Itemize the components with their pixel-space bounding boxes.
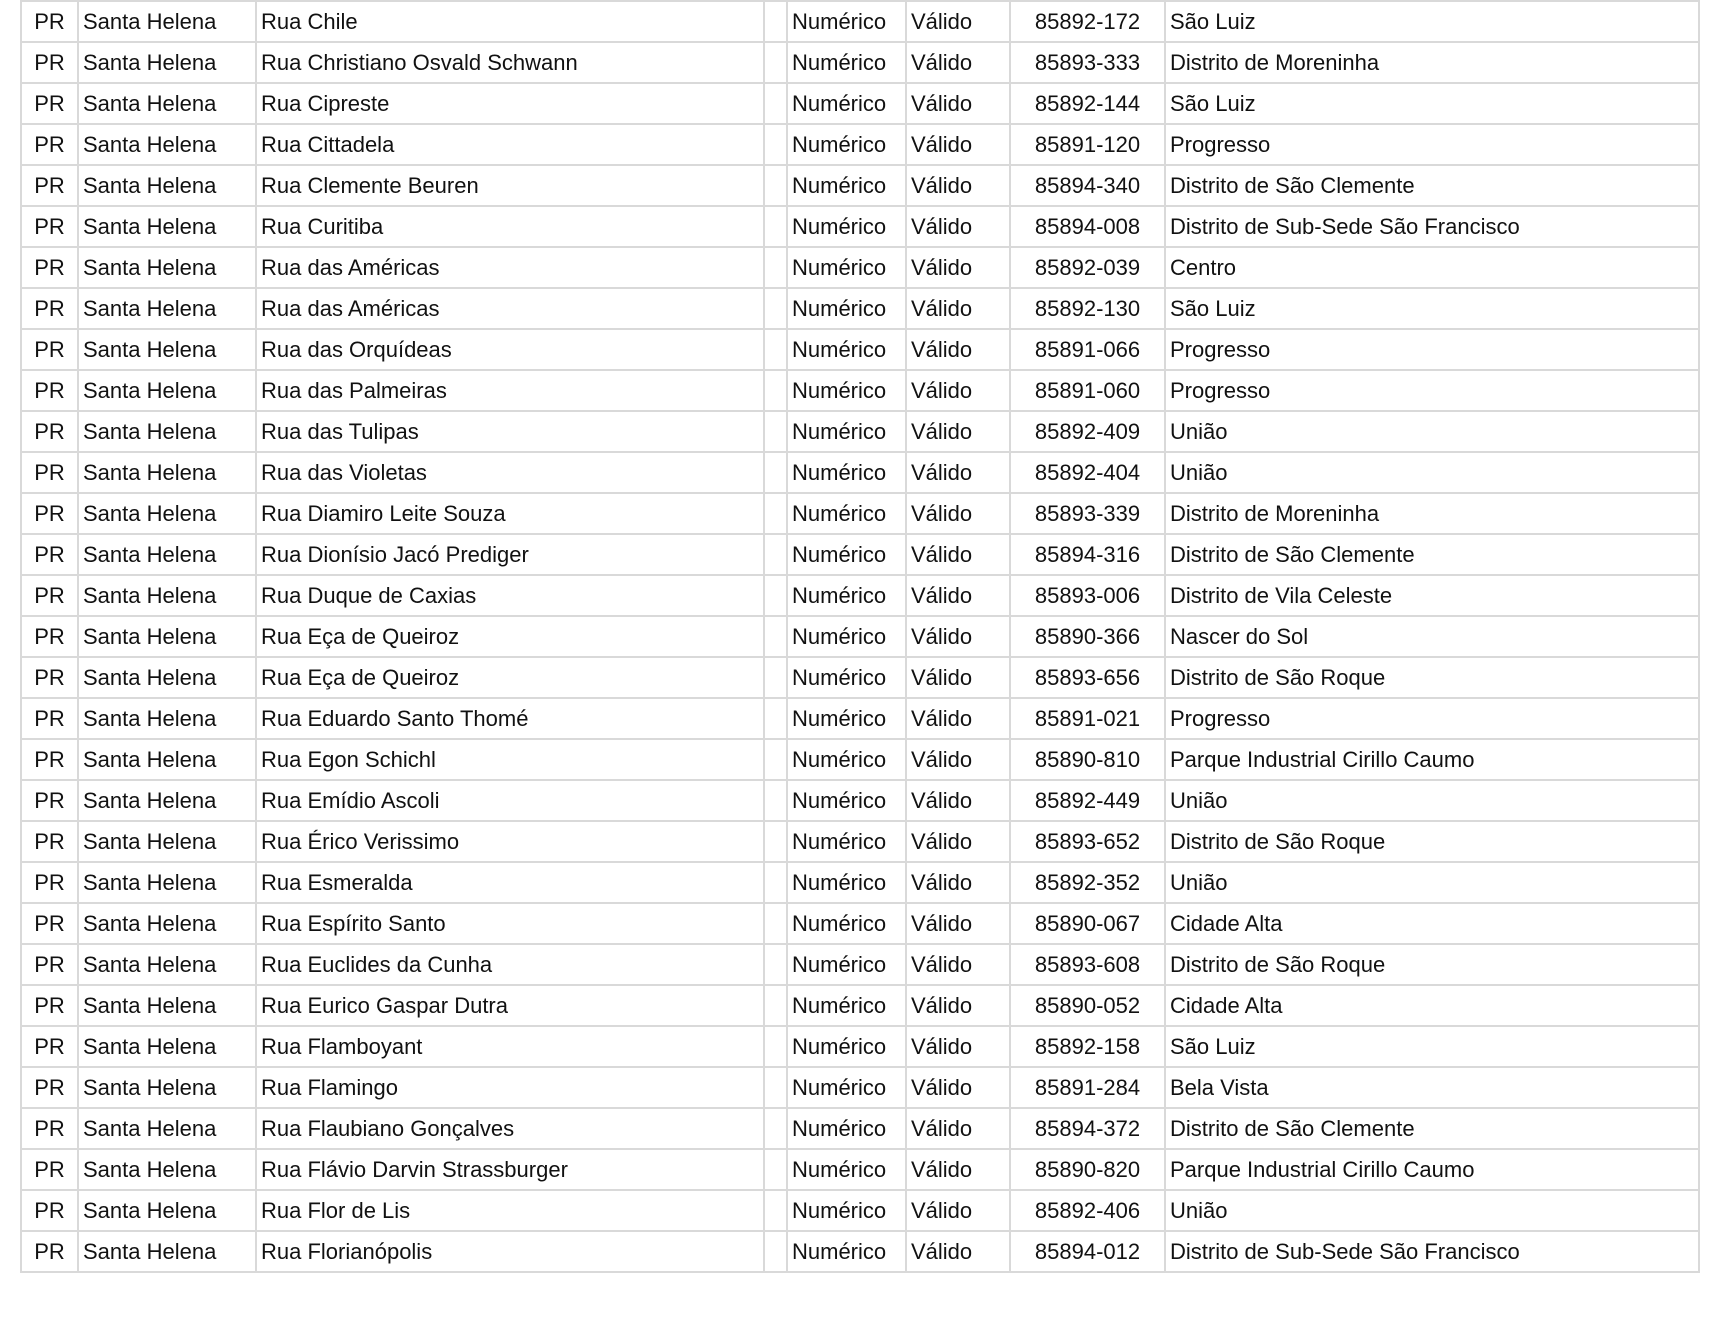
blank-cell [764, 739, 787, 780]
status-cell: Válido [906, 1231, 1010, 1272]
street-cell: Rua Eça de Queiroz [256, 657, 764, 698]
cep-cell: 85894-012 [1010, 1231, 1165, 1272]
table-row [21, 288, 1699, 329]
status-cell: Válido [906, 42, 1010, 83]
cep-cell: 85893-656 [1010, 657, 1165, 698]
district-cell: Progresso [1165, 370, 1699, 411]
uf-cell: PR [21, 821, 78, 862]
uf-cell: PR [21, 493, 78, 534]
type-cell: Numérico [787, 1190, 906, 1231]
status-cell: Válido [906, 862, 1010, 903]
table-row [21, 698, 1699, 739]
type-cell: Numérico [787, 411, 906, 452]
street-cell: Rua Dionísio Jacó Prediger [256, 534, 764, 575]
city-cell: Santa Helena [78, 575, 256, 616]
uf-cell: PR [21, 698, 78, 739]
city-cell: Santa Helena [78, 1231, 256, 1272]
cep-cell: 85893-006 [1010, 575, 1165, 616]
table-row [21, 124, 1699, 165]
street-cell: Rua Chile [256, 1, 764, 42]
blank-cell [764, 42, 787, 83]
type-cell: Numérico [787, 534, 906, 575]
blank-cell [764, 616, 787, 657]
blank-cell [764, 1149, 787, 1190]
blank-cell [764, 124, 787, 165]
type-cell: Numérico [787, 206, 906, 247]
district-cell: União [1165, 1190, 1699, 1231]
uf-cell: PR [21, 985, 78, 1026]
status-cell: Válido [906, 780, 1010, 821]
table-row [21, 862, 1699, 903]
status-cell: Válido [906, 1026, 1010, 1067]
cep-cell: 85890-052 [1010, 985, 1165, 1026]
uf-cell: PR [21, 944, 78, 985]
district-cell: Distrito de São Roque [1165, 657, 1699, 698]
street-cell: Rua Érico Verissimo [256, 821, 764, 862]
status-cell: Válido [906, 1149, 1010, 1190]
table-row [21, 821, 1699, 862]
district-cell: Cidade Alta [1165, 985, 1699, 1026]
table-row [21, 206, 1699, 247]
status-cell: Válido [906, 329, 1010, 370]
district-cell: Progresso [1165, 124, 1699, 165]
district-cell: São Luiz [1165, 288, 1699, 329]
district-cell: Parque Industrial Cirillo Caumo [1165, 739, 1699, 780]
type-cell: Numérico [787, 165, 906, 206]
cep-cell: 85890-366 [1010, 616, 1165, 657]
city-cell: Santa Helena [78, 83, 256, 124]
table-row [21, 534, 1699, 575]
status-cell: Válido [906, 83, 1010, 124]
status-cell: Válido [906, 165, 1010, 206]
district-cell: Distrito de Sub-Sede São Francisco [1165, 206, 1699, 247]
district-cell: União [1165, 411, 1699, 452]
cep-cell: 85892-039 [1010, 247, 1165, 288]
table-row [21, 616, 1699, 657]
blank-cell [764, 452, 787, 493]
district-cell: São Luiz [1165, 83, 1699, 124]
table-row [21, 1190, 1699, 1231]
cep-cell: 85892-449 [1010, 780, 1165, 821]
table-row [21, 329, 1699, 370]
street-cell: Rua Florianópolis [256, 1231, 764, 1272]
blank-cell [764, 1, 787, 42]
status-cell: Válido [906, 903, 1010, 944]
blank-cell [764, 83, 787, 124]
blank-cell [764, 1067, 787, 1108]
table-row [21, 780, 1699, 821]
uf-cell: PR [21, 780, 78, 821]
district-cell: Distrito de Moreninha [1165, 42, 1699, 83]
district-cell: União [1165, 780, 1699, 821]
status-cell: Válido [906, 739, 1010, 780]
status-cell: Válido [906, 1, 1010, 42]
cep-cell: 85894-372 [1010, 1108, 1165, 1149]
table-row [21, 42, 1699, 83]
uf-cell: PR [21, 124, 78, 165]
blank-cell [764, 657, 787, 698]
street-cell: Rua Curitiba [256, 206, 764, 247]
street-cell: Rua Egon Schichl [256, 739, 764, 780]
district-cell: Progresso [1165, 329, 1699, 370]
street-cell: Rua Flaubiano Gonçalves [256, 1108, 764, 1149]
blank-cell [764, 903, 787, 944]
status-cell: Válido [906, 657, 1010, 698]
cep-cell: 85893-333 [1010, 42, 1165, 83]
city-cell: Santa Helena [78, 493, 256, 534]
table-row [21, 739, 1699, 780]
type-cell: Numérico [787, 780, 906, 821]
district-cell: Centro [1165, 247, 1699, 288]
street-cell: Rua Eurico Gaspar Dutra [256, 985, 764, 1026]
city-cell: Santa Helena [78, 124, 256, 165]
blank-cell [764, 493, 787, 534]
status-cell: Válido [906, 1067, 1010, 1108]
blank-cell [764, 1190, 787, 1231]
uf-cell: PR [21, 862, 78, 903]
type-cell: Numérico [787, 1231, 906, 1272]
cep-cell: 85894-316 [1010, 534, 1165, 575]
district-cell: Distrito de São Roque [1165, 944, 1699, 985]
district-cell: Distrito de Vila Celeste [1165, 575, 1699, 616]
street-cell: Rua das Américas [256, 247, 764, 288]
blank-cell [764, 288, 787, 329]
type-cell: Numérico [787, 83, 906, 124]
city-cell: Santa Helena [78, 329, 256, 370]
uf-cell: PR [21, 1190, 78, 1231]
street-cell: Rua das Tulipas [256, 411, 764, 452]
type-cell: Numérico [787, 124, 906, 165]
city-cell: Santa Helena [78, 944, 256, 985]
table-row [21, 1067, 1699, 1108]
table-row [21, 247, 1699, 288]
status-cell: Válido [906, 616, 1010, 657]
uf-cell: PR [21, 329, 78, 370]
district-cell: Cidade Alta [1165, 903, 1699, 944]
district-cell: São Luiz [1165, 1026, 1699, 1067]
uf-cell: PR [21, 42, 78, 83]
blank-cell [764, 165, 787, 206]
blank-cell [764, 1026, 787, 1067]
status-cell: Válido [906, 1108, 1010, 1149]
uf-cell: PR [21, 903, 78, 944]
table-row [21, 575, 1699, 616]
cep-cell: 85894-340 [1010, 165, 1165, 206]
cep-cell: 85893-652 [1010, 821, 1165, 862]
city-cell: Santa Helena [78, 862, 256, 903]
status-cell: Válido [906, 411, 1010, 452]
cep-cell: 85893-608 [1010, 944, 1165, 985]
street-cell: Rua Diamiro Leite Souza [256, 493, 764, 534]
table-row [21, 452, 1699, 493]
blank-cell [764, 985, 787, 1026]
type-cell: Numérico [787, 698, 906, 739]
uf-cell: PR [21, 1067, 78, 1108]
table-row [21, 83, 1699, 124]
street-cell: Rua Flor de Lis [256, 1190, 764, 1231]
type-cell: Numérico [787, 985, 906, 1026]
cep-cell: 85890-810 [1010, 739, 1165, 780]
type-cell: Numérico [787, 42, 906, 83]
table-row [21, 657, 1699, 698]
cep-cell: 85891-066 [1010, 329, 1165, 370]
uf-cell: PR [21, 575, 78, 616]
blank-cell [764, 370, 787, 411]
cep-cell: 85893-339 [1010, 493, 1165, 534]
blank-cell [764, 329, 787, 370]
table-body [21, 1, 1699, 1272]
city-cell: Santa Helena [78, 1149, 256, 1190]
table-row [21, 944, 1699, 985]
street-cell: Rua Eduardo Santo Thomé [256, 698, 764, 739]
street-cell: Rua Christiano Osvald Schwann [256, 42, 764, 83]
city-cell: Santa Helena [78, 370, 256, 411]
status-cell: Válido [906, 288, 1010, 329]
uf-cell: PR [21, 657, 78, 698]
district-cell: Distrito de São Roque [1165, 821, 1699, 862]
cep-cell: 85894-008 [1010, 206, 1165, 247]
uf-cell: PR [21, 1, 78, 42]
district-cell: Distrito de São Clemente [1165, 534, 1699, 575]
blank-cell [764, 575, 787, 616]
status-cell: Válido [906, 493, 1010, 534]
status-cell: Válido [906, 985, 1010, 1026]
district-cell: Distrito de Sub-Sede São Francisco [1165, 1231, 1699, 1272]
district-cell: São Luiz [1165, 1, 1699, 42]
uf-cell: PR [21, 165, 78, 206]
table-row [21, 1, 1699, 42]
cep-cell: 85892-352 [1010, 862, 1165, 903]
cep-cell: 85891-060 [1010, 370, 1165, 411]
city-cell: Santa Helena [78, 616, 256, 657]
cep-cell: 85890-820 [1010, 1149, 1165, 1190]
table-row [21, 985, 1699, 1026]
cep-cell: 85892-172 [1010, 1, 1165, 42]
city-cell: Santa Helena [78, 206, 256, 247]
cep-cell: 85892-158 [1010, 1026, 1165, 1067]
blank-cell [764, 821, 787, 862]
cep-cell: 85891-120 [1010, 124, 1165, 165]
street-cell: Rua das Violetas [256, 452, 764, 493]
cep-cell: 85892-409 [1010, 411, 1165, 452]
type-cell: Numérico [787, 247, 906, 288]
type-cell: Numérico [787, 821, 906, 862]
uf-cell: PR [21, 370, 78, 411]
district-cell: União [1165, 862, 1699, 903]
street-cell: Rua Flávio Darvin Strassburger [256, 1149, 764, 1190]
city-cell: Santa Helena [78, 739, 256, 780]
street-cell: Rua Esmeralda [256, 862, 764, 903]
district-cell: Parque Industrial Cirillo Caumo [1165, 1149, 1699, 1190]
district-cell: Progresso [1165, 698, 1699, 739]
cep-cell: 85892-130 [1010, 288, 1165, 329]
street-cell: Rua Flamingo [256, 1067, 764, 1108]
status-cell: Válido [906, 821, 1010, 862]
street-cell: Rua das Orquídeas [256, 329, 764, 370]
city-cell: Santa Helena [78, 452, 256, 493]
table-row [21, 1108, 1699, 1149]
type-cell: Numérico [787, 575, 906, 616]
blank-cell [764, 780, 787, 821]
street-cell: Rua Flamboyant [256, 1026, 764, 1067]
table-row [21, 411, 1699, 452]
cep-cell: 85890-067 [1010, 903, 1165, 944]
table-row [21, 1149, 1699, 1190]
street-cell: Rua Emídio Ascoli [256, 780, 764, 821]
city-cell: Santa Helena [78, 657, 256, 698]
type-cell: Numérico [787, 1108, 906, 1149]
blank-cell [764, 862, 787, 903]
district-cell: Nascer do Sol [1165, 616, 1699, 657]
type-cell: Numérico [787, 739, 906, 780]
status-cell: Válido [906, 206, 1010, 247]
street-cell: Rua Duque de Caxias [256, 575, 764, 616]
status-cell: Válido [906, 575, 1010, 616]
status-cell: Válido [906, 698, 1010, 739]
uf-cell: PR [21, 206, 78, 247]
blank-cell [764, 1108, 787, 1149]
type-cell: Numérico [787, 370, 906, 411]
street-cell: Rua Cittadela [256, 124, 764, 165]
district-cell: Distrito de Moreninha [1165, 493, 1699, 534]
table-row [21, 370, 1699, 411]
uf-cell: PR [21, 1108, 78, 1149]
address-table [20, 0, 1700, 1273]
uf-cell: PR [21, 1231, 78, 1272]
blank-cell [764, 944, 787, 985]
street-cell: Rua das Américas [256, 288, 764, 329]
blank-cell [764, 247, 787, 288]
street-cell: Rua Clemente Beuren [256, 165, 764, 206]
city-cell: Santa Helena [78, 1, 256, 42]
status-cell: Válido [906, 370, 1010, 411]
type-cell: Numérico [787, 452, 906, 493]
type-cell: Numérico [787, 657, 906, 698]
city-cell: Santa Helena [78, 42, 256, 83]
table-row [21, 903, 1699, 944]
street-cell: Rua das Palmeiras [256, 370, 764, 411]
city-cell: Santa Helena [78, 698, 256, 739]
cep-cell: 85892-406 [1010, 1190, 1165, 1231]
city-cell: Santa Helena [78, 288, 256, 329]
district-cell: Distrito de São Clemente [1165, 1108, 1699, 1149]
status-cell: Válido [906, 1190, 1010, 1231]
street-cell: Rua Espírito Santo [256, 903, 764, 944]
type-cell: Numérico [787, 616, 906, 657]
table-row [21, 493, 1699, 534]
cep-cell: 85891-021 [1010, 698, 1165, 739]
status-cell: Válido [906, 944, 1010, 985]
city-cell: Santa Helena [78, 411, 256, 452]
city-cell: Santa Helena [78, 985, 256, 1026]
type-cell: Numérico [787, 1, 906, 42]
blank-cell [764, 1231, 787, 1272]
uf-cell: PR [21, 452, 78, 493]
uf-cell: PR [21, 1026, 78, 1067]
district-cell: União [1165, 452, 1699, 493]
city-cell: Santa Helena [78, 1190, 256, 1231]
table-row [21, 165, 1699, 206]
status-cell: Válido [906, 124, 1010, 165]
city-cell: Santa Helena [78, 903, 256, 944]
uf-cell: PR [21, 83, 78, 124]
cep-cell: 85891-284 [1010, 1067, 1165, 1108]
blank-cell [764, 206, 787, 247]
status-cell: Válido [906, 247, 1010, 288]
type-cell: Numérico [787, 493, 906, 534]
status-cell: Válido [906, 452, 1010, 493]
city-cell: Santa Helena [78, 821, 256, 862]
cep-cell: 85892-404 [1010, 452, 1165, 493]
table-row [21, 1026, 1699, 1067]
street-cell: Rua Euclides da Cunha [256, 944, 764, 985]
uf-cell: PR [21, 411, 78, 452]
district-cell: Bela Vista [1165, 1067, 1699, 1108]
city-cell: Santa Helena [78, 534, 256, 575]
type-cell: Numérico [787, 329, 906, 370]
city-cell: Santa Helena [78, 1108, 256, 1149]
type-cell: Numérico [787, 903, 906, 944]
blank-cell [764, 534, 787, 575]
uf-cell: PR [21, 739, 78, 780]
uf-cell: PR [21, 534, 78, 575]
type-cell: Numérico [787, 1026, 906, 1067]
city-cell: Santa Helena [78, 165, 256, 206]
city-cell: Santa Helena [78, 1067, 256, 1108]
street-cell: Rua Eça de Queiroz [256, 616, 764, 657]
uf-cell: PR [21, 1149, 78, 1190]
blank-cell [764, 411, 787, 452]
blank-cell [764, 698, 787, 739]
uf-cell: PR [21, 616, 78, 657]
type-cell: Numérico [787, 1067, 906, 1108]
table-row [21, 1231, 1699, 1272]
city-cell: Santa Helena [78, 1026, 256, 1067]
street-cell: Rua Cipreste [256, 83, 764, 124]
cep-cell: 85892-144 [1010, 83, 1165, 124]
uf-cell: PR [21, 247, 78, 288]
status-cell: Válido [906, 534, 1010, 575]
type-cell: Numérico [787, 1149, 906, 1190]
city-cell: Santa Helena [78, 780, 256, 821]
type-cell: Numérico [787, 288, 906, 329]
district-cell: Distrito de São Clemente [1165, 165, 1699, 206]
type-cell: Numérico [787, 944, 906, 985]
type-cell: Numérico [787, 862, 906, 903]
city-cell: Santa Helena [78, 247, 256, 288]
uf-cell: PR [21, 288, 78, 329]
